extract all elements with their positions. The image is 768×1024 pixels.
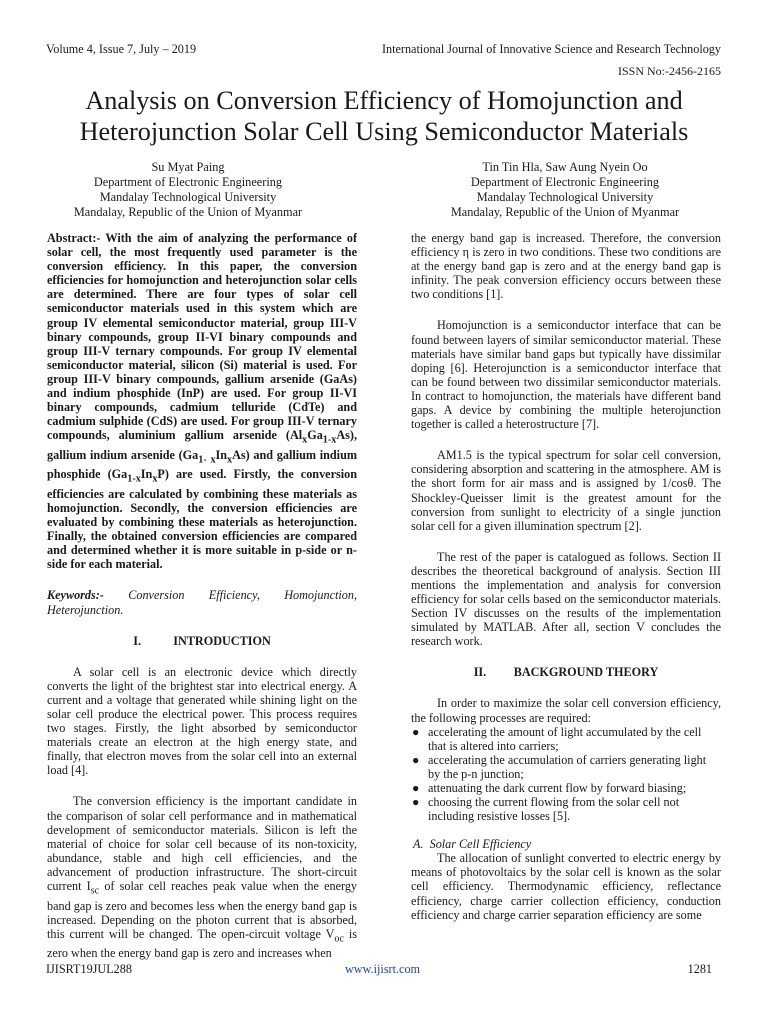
paper-title-line1: Analysis on Conversion Efficiency of Homojunction and <box>85 86 683 115</box>
footer-website-link[interactable]: www.ijisrt.com <box>345 962 421 976</box>
author-block-right <box>395 160 735 220</box>
right-column <box>411 231 721 922</box>
list-item: ● choosing the current flowing from the solar cell not including resistive losses [5]. <box>412 795 680 824</box>
intro-paragraph-6: The rest of the paper is catalogued as follows. Section II describes the theoretical background of analysis. Section III mentions the implementation and analysis for conversion efficiency for solar cells based on the semiconductor materials. Section IV discusses on the results of the implementation simulated by MATLAB. After all, section V concludes the research work. <box>411 549 721 649</box>
list-item: ● attenuating the dark current flow by forward biasing; <box>412 781 687 795</box>
left-column <box>47 231 357 960</box>
list-item: ● accelerating the accumulation of carriers generating light by the p-n junction; <box>412 752 707 781</box>
author-department: Department of Electronic Engineering <box>470 175 660 189</box>
paper-title <box>30 85 738 147</box>
issn: ISSN No:-2456-2165 <box>617 64 721 78</box>
keywords-text: Conversion Efficiency, Homojunction, Heterojunction. <box>47 588 357 617</box>
abstract-label: Abstract:- <box>47 231 101 245</box>
author-university: Mandalay Technological University <box>476 190 654 204</box>
author-location: Mandalay, Republic of the Union of Myanmar <box>73 205 303 219</box>
footer-paper-id: IJISRT19JUL288 <box>46 962 132 976</box>
intro-paragraph-4: Homojunction is a semiconductor interface that can be found between layers of similar semiconductor material. These materials have similar band gaps but typically have dissimilar doping [6]. Heterojunction is a semiconductor interface that can be found between two dissimilar semiconductor materials. In contract to homojunction, the materials have different band gaps. A device by combining the multiple heterojunction together is called a heterostructure [7]. <box>411 318 721 432</box>
running-header-right: International Journal of Innovative Science and Research Technology <box>381 42 721 56</box>
section-heading-introduction: I. INTRODUCTION <box>133 633 271 648</box>
intro-paragraph-2: The conversion efficiency is the important candidate in the comparison of solar cell performance and in mathematical development of semiconductor materials. Silicon is left the material of choice for solar cell because of its non-toxicity, abundance, stable and high cell efficiencies, and the advancement of production infrastructure. The short-circuit current $I_{sc}$ of solar cell reaches peak value when the energy band gap is zero and becomes less when the energy band gap is increased. Depending on the photon current that is absorbed, this current will be changed. The open-circuit voltage $V_{oc}$ is zero when the energy band gap is zero and increases when <box>47 794 358 961</box>
intro-paragraph-1: A solar cell is an electronic device which directly converts the light of the brightest star into electrical energy. A current and a voltage that generated while shining light on the solar cell produce the electrical power. This process requires two stages. Firstly, the light absorbed by semiconductor materials create an electron at the high energy state, and finally, that electron moves from the solar cell into an external load [4]. <box>47 664 357 778</box>
author-name: Su Myat Paing <box>151 160 225 174</box>
bullet-icon: ● <box>412 752 420 767</box>
keywords <box>47 588 357 616</box>
author-university: Mandalay Technological University <box>99 190 277 204</box>
author-location: Mandalay, Republic of the Union of Myanmar <box>450 205 680 219</box>
author-block-left <box>18 160 358 220</box>
abstract: Abstract:- With the aim of analyzing the performance of solar cell, the most frequently used parameter is the conversion efficiency. In this paper, the conversion efficiencies for homojunction and heterojunction solar cells are determined. There are four types of solar cell semiconductor materials used in this system which are group IV elemental semiconductor material, group III-V binary compounds, group II-VI binary compounds and group III-V ternary compounds. For group IV elemental semiconductor material, silicon (Si) material is used. For group III-V binary compounds, gallium arsenide (GaAs) and indium phosphide (InP) are used. For group II-VI binary compounds, cadmium telluride (CdTe) and cadmium sulphide (CdS) are used. For group III-V ternary compounds, aluminium gallium arsenide $(Al_xGa_{1-x}As)$, gallium indium arsenide ($Ga_{1-}$ $_xIn_xAs$) and gallium indium phosphide $(Ga_{1-x}In_xP)$ are used. Firstly, the conversion efficiencies are calculated by combining these materials as homojunction. Secondly, the conversion efficiencies are evaluated by combining these materials as heterojunction. Finally, the obtained conversion efficiencies are compared and determined whether it is more suitable in p-side or n-side for each material. <box>47 231 358 572</box>
bullet-icon: ● <box>412 781 420 795</box>
paper-title-line2: Heterojunction Solar Cell Using Semiconductor Materials <box>79 117 689 146</box>
bullet-icon: ● <box>412 795 420 810</box>
background-intro: In order to maximize the solar cell conversion efficiency, the following processes are required: <box>411 696 721 725</box>
bullet-icon: ● <box>412 724 420 739</box>
author-department: Department of Electronic Engineering <box>93 175 283 189</box>
intro-paragraph-5: AM1.5 is the typical spectrum for solar cell conversion, considering absorption and scattering in the atmosphere. AM is the short form for air mass and is assigned by 1/cosθ. The Shockley-Queisser limit is the greatest amount for the conversion from sunlight to electricity of a single junction solar cell for a given illumination spectrum [2]. <box>411 448 721 533</box>
keywords-label: Keywords:- <box>47 588 104 603</box>
running-header-left: Volume 4, Issue 7, July – 2019 <box>46 42 197 56</box>
page-number: 1281 <box>687 962 712 976</box>
solar-cell-efficiency-paragraph: The allocation of sunlight converted to electric energy by means of photovoltaics by the solar cell is known as the solar cell efficiency. Thermodynamic efficiency, reflectance efficiency, charge carrier collection efficiency, conduction efficiency and charge carrier separation efficiency are some <box>411 851 721 922</box>
intro-paragraph-3: the energy band gap is increased. Therefore, the conversion efficiency η is zero in two conditions. These two conditions are at the energy band gap is zero and at the energy band gap is infinity. The peak conversion efficiency occurs between these two conditions [1]. <box>411 231 721 302</box>
subsection-heading-solar-cell-efficiency: A. Solar Cell Efficiency <box>413 837 532 852</box>
author-name: Tin Tin Hla, Saw Aung Nyein Oo <box>482 160 648 174</box>
list-item: ● accelerating the amount of light accumulated by the cell that is altered into carriers; <box>412 724 702 753</box>
section-heading-background-theory: II. BACKGROUND THEORY <box>473 665 659 680</box>
process-list <box>411 725 721 824</box>
